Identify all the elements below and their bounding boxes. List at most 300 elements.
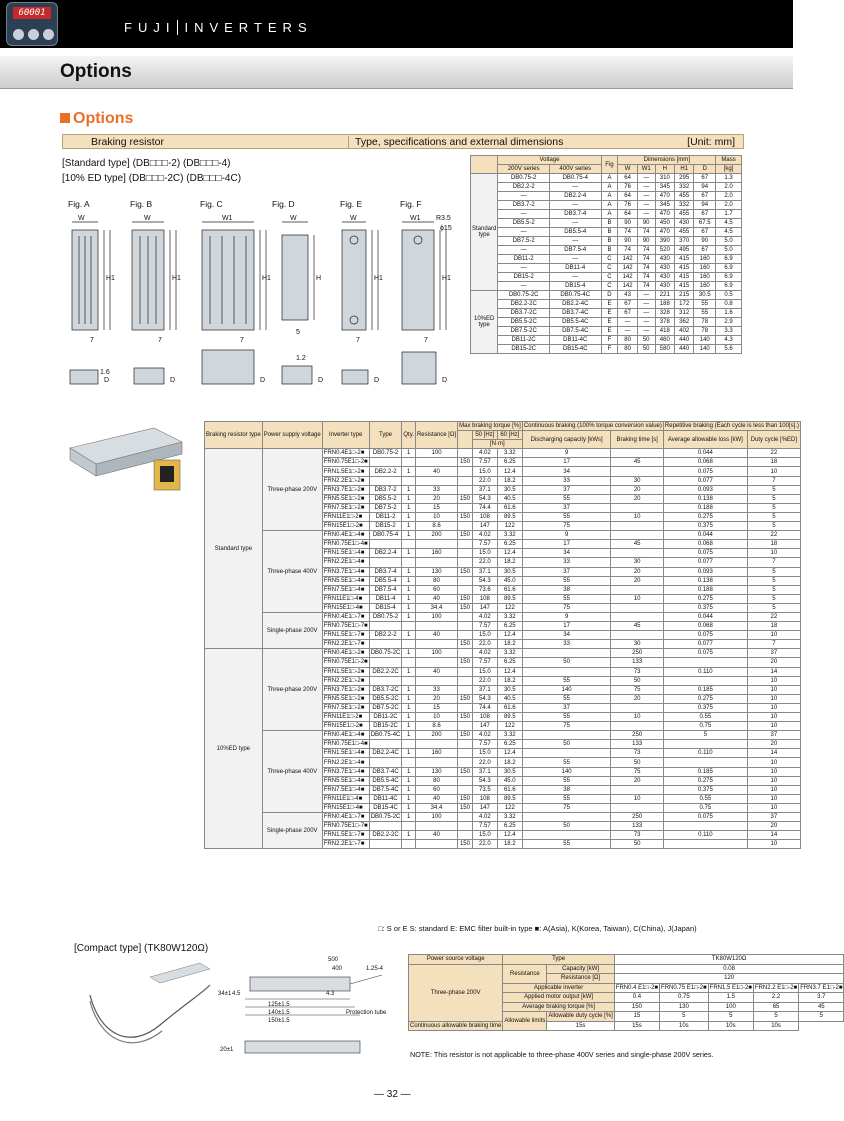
dim-cell: 215 (674, 291, 693, 300)
spec-cell: 14 (747, 667, 800, 676)
ct-cell: 10s (753, 1021, 798, 1031)
dim-cell: 142 (618, 282, 637, 291)
spec-cell: 20 (611, 576, 663, 585)
spec-cell: 5 (747, 494, 800, 503)
fig-dim-7: 7 (356, 337, 360, 344)
ct-cell: Continuous allowable braking time (410, 1022, 502, 1029)
spec-cell (663, 740, 747, 749)
spec-cell: 5 (747, 567, 800, 576)
dim-cell: DB2.2-2 (498, 183, 550, 192)
dim-cell: 74 (637, 282, 655, 291)
spec-cell: 17 (522, 540, 611, 549)
spec-cell: 37 (522, 503, 611, 512)
dim-cell: C (601, 273, 618, 282)
dim-cell: 0.5 (716, 291, 742, 300)
dim-cell: 415 (674, 273, 693, 282)
spec-cell: 10 (611, 512, 663, 521)
dim-cell: C (601, 264, 618, 273)
spec-cell: 74.4 (472, 703, 497, 712)
spec-cell: 20 (611, 494, 663, 503)
spec-cell (369, 476, 402, 485)
spec-row (205, 731, 801, 740)
spec-cell: 10 (747, 840, 800, 849)
dim-header: Fig (601, 156, 618, 174)
fig-dim-d: D (170, 377, 176, 384)
spec-cell: 0.093 (663, 485, 747, 494)
spec-cell: 33 (522, 640, 611, 649)
spec-cell: DB2.2-4 (369, 549, 402, 558)
spec-cell (369, 458, 402, 467)
spec-cell: 7 (747, 640, 800, 649)
dim-cell: 142 (618, 273, 637, 282)
spec-cell: FRN0.75E1□-7■ (323, 823, 368, 830)
spec-cell (402, 622, 416, 631)
spec-pct-cell (458, 649, 473, 658)
dim-cell: — (637, 309, 655, 318)
page-number: — 32 — (374, 1089, 411, 1100)
spec-cell: FRN5.5E1□-2■ (322, 694, 369, 703)
dim-cell: 67 (618, 300, 637, 309)
ct-cell: Allowable duty cycle [%] (548, 1013, 613, 1020)
spec-cell: 20 (747, 658, 800, 667)
ct-cell: 120 (614, 974, 844, 984)
spec-cell: 54.3 (472, 694, 497, 703)
dim-cell: — (637, 183, 655, 192)
spec-cell: 37 (747, 813, 800, 822)
spec-cell (611, 585, 663, 594)
spec-cell (369, 640, 402, 649)
spec-pct-cell: 150 (458, 840, 473, 849)
brand-title (124, 20, 313, 35)
spec-pct-cell: 150 (458, 640, 473, 649)
spec-cell: 130 (415, 567, 457, 576)
spec-cell: 15.0 (472, 467, 497, 476)
spec-cell: 3.32 (497, 612, 522, 621)
type-label: [10% ED type] (DB□□□-2C) (DB□□□-4C) (62, 173, 242, 184)
spec-header: 60 [Hz] (497, 431, 522, 440)
dim-cell: 440 (674, 345, 693, 354)
spec-cell: FRN0.75E1□-2■ (323, 659, 368, 666)
spec-cell: 122 (497, 603, 522, 612)
dimension-table (470, 155, 742, 354)
dim-cell: DB0.75-4C (549, 291, 601, 300)
spec-pct-cell (458, 522, 473, 531)
spec-cell: 20 (747, 822, 800, 831)
dim-cell: — (618, 318, 637, 327)
spec-pct-cell (458, 449, 473, 458)
dim-cell: DB2.2-2C (498, 300, 550, 309)
spec-cell: 1 (402, 649, 416, 658)
spec-cell: 18.2 (497, 758, 522, 767)
spec-cell (611, 703, 663, 712)
spec-cell: 61.6 (497, 703, 522, 712)
fig-dim-5: 5 (296, 329, 300, 336)
spec-cell: 61.6 (497, 503, 522, 512)
spec-cell: 14 (747, 749, 800, 758)
spec-cell (415, 476, 457, 485)
dim-cell: E (601, 327, 618, 336)
dim-cell: 415 (674, 255, 693, 264)
dim-cell: F (601, 336, 618, 345)
spec-cell: 37 (522, 485, 611, 494)
spec-cell: 10 (747, 722, 800, 731)
dim-cell: DB7.5-2 (498, 237, 550, 246)
spec-cell: 55 (522, 594, 611, 603)
spec-cell: 1 (402, 831, 416, 840)
spec-cell: 37 (522, 703, 611, 712)
ct-cell: 0.4 (614, 993, 659, 1003)
dim-cell: 1.7 (716, 210, 742, 219)
spec-header: Resistance [Ω] (415, 422, 457, 449)
spec-cell (522, 667, 611, 676)
dim-cell: 142 (618, 255, 637, 264)
compact-dim: 34±1 (218, 991, 232, 997)
spec-cell: 54.3 (472, 776, 497, 785)
dim-cell: 520 (655, 246, 674, 255)
ct-cell: 3.7 (799, 993, 844, 1003)
spec-pct-cell (458, 676, 473, 685)
dim-cell: 78 (694, 327, 716, 336)
spec-cell: 40 (415, 667, 457, 676)
spec-cell: 38 (522, 585, 611, 594)
spec-cell: 1 (402, 594, 416, 603)
dim-cell: 495 (674, 246, 693, 255)
spec-cell: 5 (747, 512, 800, 521)
compact-dim: 1.25-4 (366, 966, 384, 972)
dim-cell: 295 (674, 174, 693, 183)
spec-cell: 0.110 (663, 667, 747, 676)
ct-cell: Resistance (503, 964, 547, 983)
spec-cell: 20 (415, 694, 457, 703)
brand-left: FUJI (124, 20, 176, 35)
dim-cell: B (601, 246, 618, 255)
dim-row (471, 336, 742, 345)
spec-cell: 9 (522, 612, 611, 621)
dim-row (471, 300, 742, 309)
spec-cell: FRN0.4E1□-4■ (322, 531, 369, 540)
ct-cell: FRN2.2 E1□-2■ (754, 984, 798, 991)
ct-cell: 150 (614, 1002, 659, 1012)
spec-cell: 22.0 (472, 840, 497, 849)
spec-cell (611, 612, 663, 621)
spec-cell: DB0.75-2C (370, 814, 401, 821)
compact-dim: 500 (328, 957, 339, 963)
compact-dim: 140±1.5 (268, 1010, 290, 1016)
spec-cell: 22.0 (472, 640, 497, 649)
spec-cell: 5 (747, 594, 800, 603)
dim-cell: 55 (694, 300, 716, 309)
spec-cell: 34 (522, 631, 611, 640)
dim-cell: DB0.75-4 (549, 174, 601, 183)
spec-pct-cell: 150 (458, 731, 473, 740)
dim-cell: — (637, 192, 655, 201)
spec-cell: 10 (747, 767, 800, 776)
spec-cell: 10 (611, 794, 663, 803)
spec-cell: 147 (472, 522, 497, 531)
dim-row (471, 282, 742, 291)
dim-cell: 67 (694, 192, 716, 201)
spec-cell: 73 (611, 831, 663, 840)
spec-cell: 40 (415, 631, 457, 640)
dim-cell: DB7.5-2C (498, 327, 550, 336)
spec-header: Braking resistor type (205, 422, 263, 449)
ct-cell: 15 (614, 1012, 659, 1022)
dim-cell: DB2.2-4C (549, 300, 601, 309)
dim-row (471, 201, 742, 210)
spec-cell: 0.275 (663, 776, 747, 785)
spec-cell: 20 (611, 567, 663, 576)
dim-cell: B (601, 237, 618, 246)
spec-cell: 133 (611, 658, 663, 667)
dim-cell: B (601, 228, 618, 237)
dim-cell: 328 (655, 309, 674, 318)
spec-cell (402, 822, 416, 831)
spec-cell: 7.57 (472, 658, 497, 667)
dim-cell: 74 (637, 255, 655, 264)
dim-cell: DB3.7-4 (549, 210, 601, 219)
dim-cell: A (601, 201, 618, 210)
spec-cell: 37.1 (472, 767, 497, 776)
spec-cell: 0.55 (663, 794, 747, 803)
spec-pct-cell (458, 612, 473, 621)
spec-cell: DB15-2 (369, 522, 402, 531)
dim-cell: 2.0 (716, 192, 742, 201)
spec-header: Inverter type (322, 422, 369, 449)
spec-cell: 55 (522, 713, 611, 722)
figure-label: Fig. E (340, 199, 363, 209)
spec-cell: FRN2.2E1□-4■ (322, 558, 369, 567)
spec-cell: 55 (522, 694, 611, 703)
dim-cell: 90 (618, 237, 637, 246)
dim-cell: 76 (618, 201, 637, 210)
spec-cell: FRN15E1□-2■ (322, 722, 369, 731)
dim-header: Dimensions [mm] (618, 156, 716, 165)
fig-dim-7: 7 (240, 337, 244, 344)
spec-cell: 0.044 (663, 612, 747, 621)
ct-cell: Applicable inverter (503, 983, 614, 993)
dim-cell: — (549, 219, 601, 228)
dim-cell: — (549, 255, 601, 264)
spec-cell: 50 (522, 740, 611, 749)
spec-cell: 18.2 (497, 640, 522, 649)
spec-pct-cell (458, 549, 473, 558)
spec-cell: 10 (747, 631, 800, 640)
spec-cell: 12.4 (497, 667, 522, 676)
dim-cell: 160 (694, 255, 716, 264)
dim-cell: 430 (655, 264, 674, 273)
spec-cell: 55 (522, 676, 611, 685)
spec-cell: 160 (415, 549, 457, 558)
spec-cell (369, 676, 402, 685)
spec-cell: FRN11E1□-2■ (322, 512, 369, 521)
spec-cell (611, 722, 663, 731)
fig-dim-d: D (374, 377, 380, 384)
dim-cell: 50 (637, 345, 655, 354)
dim-cell: — (637, 210, 655, 219)
fig-dim-w1: W1 (410, 215, 421, 222)
dim-cell: 2.0 (716, 183, 742, 192)
spec-cell: 37 (747, 649, 800, 658)
figure-label: Fig. D (272, 199, 295, 209)
spec-cell: 54.3 (472, 494, 497, 503)
dim-group-label: Standard type (471, 174, 498, 291)
spec-cell: 22 (747, 449, 800, 458)
ct-cell: FRN0.4 E1□-2■ (615, 984, 659, 991)
dim-cell: 90 (618, 219, 637, 228)
spec-cell: 1 (402, 776, 416, 785)
spec-cell (663, 840, 747, 849)
spec-cell: 3.32 (497, 813, 522, 822)
dim-cell: DB11-2C (498, 336, 550, 345)
dim-row (471, 309, 742, 318)
spec-cell: DB3.7-2C (369, 685, 402, 694)
spec-cell: FRN0.4E1□-2■ (322, 649, 369, 658)
dim-cell: 142 (618, 264, 637, 273)
spec-cell: 60 (415, 585, 457, 594)
dim-cell: DB2.2-4 (549, 192, 601, 201)
dim-cell: 78 (694, 318, 716, 327)
fig-dim-b: 1.2 (296, 355, 306, 362)
spec-cell: 1 (402, 549, 416, 558)
dim-cell: 2.9 (716, 318, 742, 327)
compact-table (408, 954, 844, 1031)
spec-cell: DB3.7-4 (369, 567, 402, 576)
dim-cell: — (618, 327, 637, 336)
spec-cell: 200 (415, 731, 457, 740)
spec-cell: DB0.75-2C (370, 650, 401, 657)
spec-voltage-label: Three-phase 400V (262, 531, 322, 613)
ct-cell: 65 (753, 1002, 798, 1012)
spec-cell: FRN1.5E1□-4■ (322, 749, 369, 758)
dim-cell: 460 (655, 336, 674, 345)
dim-cell: 74 (618, 246, 637, 255)
spec-cell: 250 (611, 813, 663, 822)
ct-cell: 5 (708, 1012, 753, 1022)
spec-cell: 10 (747, 676, 800, 685)
ct-cell: 45 (799, 1002, 844, 1012)
spec-cell: 22 (747, 531, 800, 540)
ct-cell: 15s (614, 1021, 659, 1031)
spec-cell (663, 822, 747, 831)
spec-cell: 0.188 (663, 503, 747, 512)
ct-cell: 2.2 (753, 993, 798, 1003)
spec-cell: 1 (402, 813, 416, 822)
spec-header: 50 [Hz] (472, 431, 497, 440)
spec-cell: FRN0.4E1□-7■ (322, 813, 369, 822)
dim-cell: — (498, 282, 550, 291)
dim-cell: 43 (618, 291, 637, 300)
spec-cell: 60 (415, 785, 457, 794)
spec-cell: 15.0 (472, 831, 497, 840)
spec-pct-cell: 150 (458, 603, 473, 612)
spec-cell: 1 (402, 512, 416, 521)
spec-cell: 30 (611, 476, 663, 485)
dim-cell: DB0.75-2C (498, 291, 550, 300)
spec-cell: 0.044 (663, 531, 747, 540)
figure-label: Fig. F (400, 199, 422, 209)
spec-cell: 45 (611, 622, 663, 631)
spec-voltage-label: Three-phase 400V (262, 731, 322, 813)
dim-cell: 470 (655, 228, 674, 237)
spec-cell: 0.093 (663, 567, 747, 576)
spec-header: Qty. (402, 422, 416, 449)
spec-cell: FRN1.5E1□-7■ (322, 831, 369, 840)
spec-cell: 73 (611, 667, 663, 676)
spec-cell: 5 (747, 576, 800, 585)
spec-cell (415, 676, 457, 685)
spec-cell: DB7.5-2 (369, 503, 402, 512)
spec-cell: 250 (611, 649, 663, 658)
spec-cell (415, 658, 457, 667)
spec-cell: 1 (402, 722, 416, 731)
spec-cell: 55 (522, 494, 611, 503)
spec-cell: 50 (611, 840, 663, 849)
dim-cell: C (601, 282, 618, 291)
spec-cell: 18 (747, 540, 800, 549)
ct-cell: TK80W120Ω (614, 955, 844, 965)
spec-voltage-label: Single-phase 200V (262, 813, 322, 849)
spec-cell: 0.044 (663, 449, 747, 458)
ct-cell: 5 (799, 1012, 844, 1022)
compact-dim: 400 (332, 966, 343, 972)
spec-cell: 33 (415, 485, 457, 494)
spec-cell: FRN3.7E1□-4■ (322, 767, 369, 776)
dim-cell: — (498, 264, 550, 273)
spec-cell (402, 540, 416, 549)
spec-cell: 15 (415, 703, 457, 712)
spec-cell: 73.5 (472, 785, 497, 794)
spec-cell: FRN5.5E1□-4■ (322, 776, 369, 785)
spec-cell: 1 (402, 531, 416, 540)
spec-cell: 1 (402, 685, 416, 694)
spec-cell: DB2.2-4C (369, 749, 402, 758)
dim-cell: 6.9 (716, 264, 742, 273)
spec-cell: 0.185 (663, 685, 747, 694)
spec-cell: DB7.5-2C (369, 703, 402, 712)
spec-cell: 33 (522, 558, 611, 567)
spec-cell: DB2.2-2 (369, 467, 402, 476)
dim-cell: A (601, 183, 618, 192)
compact-dim: 4.5 (232, 991, 241, 997)
dim-cell: — (549, 273, 601, 282)
spec-cell (369, 658, 402, 667)
dim-cell: — (498, 246, 550, 255)
spec-cell: DB11-4 (369, 594, 402, 603)
keypad-key (13, 29, 24, 40)
spec-cell: 45.0 (497, 776, 522, 785)
ct-cell: 0.75 (660, 993, 709, 1003)
dim-cell: — (498, 228, 550, 237)
spec-cell: 74.4 (472, 503, 497, 512)
spec-cell: 133 (611, 740, 663, 749)
spec-cell: 6.25 (497, 822, 522, 831)
dim-cell: 67 (694, 210, 716, 219)
spec-cell: 0.110 (663, 749, 747, 758)
dim-header: H1 (674, 165, 693, 174)
dim-cell: 64 (618, 210, 637, 219)
spec-cell: 4.02 (472, 649, 497, 658)
spec-header: Power supply voltage (262, 422, 322, 449)
spec-cell: 50 (522, 822, 611, 831)
dim-row (471, 237, 742, 246)
spec-cell: 0.375 (663, 703, 747, 712)
dim-cell: 6.9 (716, 273, 742, 282)
keypad-display: 60001 (13, 7, 51, 19)
ct-cell: 15s (547, 1021, 614, 1031)
spec-cell: 108 (472, 794, 497, 803)
spec-cell: 0.077 (663, 476, 747, 485)
spec-cell: 0.075 (663, 631, 747, 640)
